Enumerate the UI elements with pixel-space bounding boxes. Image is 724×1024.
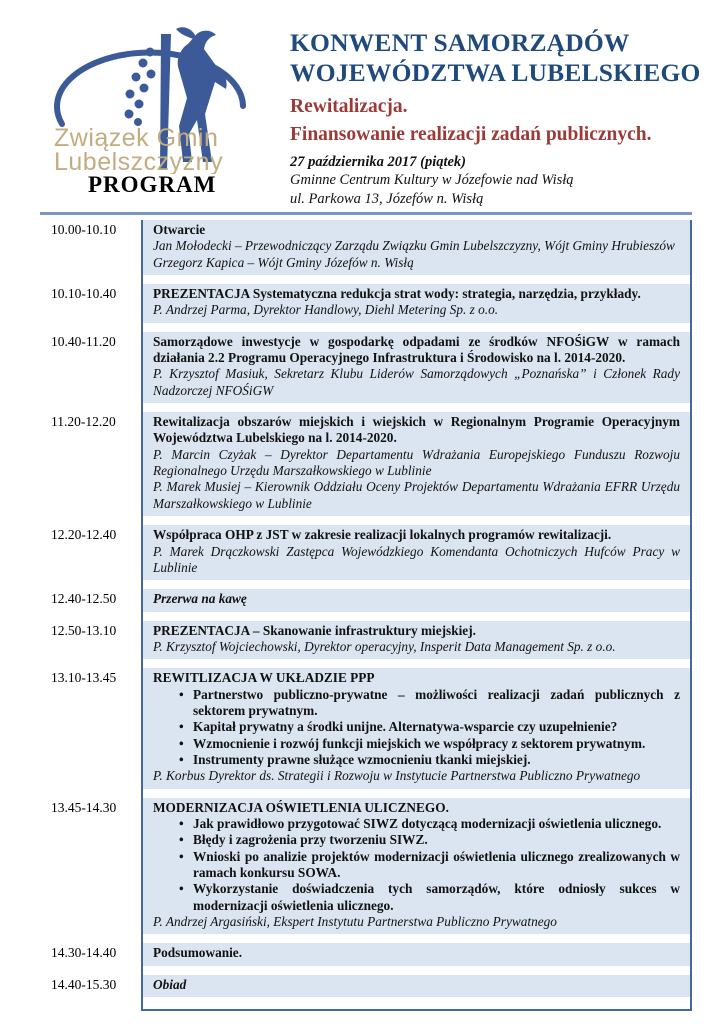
agenda-time: 14.30-14.40: [51, 945, 117, 961]
agenda-bullet: • Instrumenty prawne służące wzmocnieniu tkanki miejskiej.: [179, 752, 680, 768]
agenda-time-spacer: [40, 275, 141, 284]
agenda-content-spacer: [141, 997, 692, 1011]
agenda-speaker: P. Marcin Czyżak – Dyrektor Departamentu Wdrażania Europejskiego Funduszu Rozwoju Regionalnego Urzędu Marszałkowskiego w Lublinie: [153, 446, 680, 479]
agenda-table: [40, 212, 692, 1011]
agenda-time: 14.40-15.30: [51, 976, 117, 992]
event-subtitle-line2: Finansowanie realizacji zadań publicznych.: [290, 124, 652, 146]
agenda-content-spacer: [141, 275, 692, 284]
agenda-speakers: [153, 447, 680, 512]
agenda-bullets: [153, 687, 680, 769]
agenda-speaker: Jan Mołodecki – Przewodniczący Zarządu Związku Gmin Lubelszczyzny, Wójt Gminy Hrubieszów: [153, 238, 675, 254]
agenda-title: MODERNIZACJA OŚWIETLENIA ULICZNEGO.: [153, 799, 449, 815]
agenda-content-cell: [141, 332, 692, 403]
agenda-row-gap: [40, 323, 692, 332]
agenda-time-spacer: [40, 789, 141, 798]
agenda-bullet: • Jak prawidłowo przygotować SIWZ dotyczącą modernizacji oświetlenia ulicznego.: [179, 816, 680, 832]
agenda-time: 10.00-10.10: [51, 222, 117, 237]
agenda-speakers: [153, 366, 680, 399]
event-date: 27 października 2017 (piątek): [290, 154, 467, 171]
agenda-row-gap: [40, 580, 692, 589]
agenda-time-spacer: [40, 516, 141, 525]
agenda-speaker: P. Andrzej Argasiński, Ekspert Instytutu Partnerstwa Publiczno Prywatnego: [153, 914, 557, 930]
agenda-title: Współpraca OHP z JST w zakresie realizacji lokalnych programów rewitalizacji.: [153, 527, 612, 543]
agenda-content-cell: [141, 798, 692, 935]
agenda-speakers: [153, 302, 680, 318]
agenda-content-cell: [141, 412, 692, 516]
agenda-title: Przerwa na kawę: [153, 591, 247, 607]
agenda-time: 12.50-13.10: [51, 622, 117, 638]
agenda-row-gap: [40, 612, 692, 621]
agenda-row: [40, 525, 692, 580]
agenda-title: Rewitalizacja obszarów miejskich i wiejskich w Regionalnym Programie Operacyjnym Województwa Lubelskiego na l. 2014-2020.: [153, 414, 680, 446]
agenda-row: [40, 798, 692, 935]
agenda-bullet: • Wzmocnienie i rozwój funkcji miejskich we współpracy z sektorem prywatnym.: [179, 736, 680, 752]
agenda-content-cell: [141, 220, 692, 275]
agenda-row-gap: [40, 516, 692, 525]
agenda-time: 10.40-11.20: [51, 333, 116, 349]
agenda-title: PREZENTACJA Systematyczna redukcja strat wody: strategia, narzędzia, przykłady.: [153, 286, 641, 302]
agenda-content-cell: [141, 284, 692, 323]
agenda-time-spacer: [40, 934, 141, 943]
agenda-row: [40, 412, 692, 516]
agenda-speaker: P. Krzysztof Masiuk, Sekretarz Klubu Liderów Samorządowych „Poznańska” i Członek Rady Nadzorczej NFOŚiGW: [153, 366, 680, 398]
agenda-row-gap: [40, 275, 692, 284]
agenda-speakers: [153, 639, 680, 655]
agenda-content-spacer: [141, 403, 692, 412]
agenda-content-spacer: [141, 580, 692, 589]
agenda-content-cell: [141, 621, 692, 660]
agenda-time: 11.20-12.20: [51, 414, 116, 430]
goat-and-hops-logo-graphic: [46, 22, 258, 174]
agenda-time-spacer: [40, 580, 141, 589]
agenda-content-spacer: [141, 789, 692, 798]
agenda-content-spacer: [141, 934, 692, 943]
agenda-row-gap: [40, 403, 692, 412]
agenda-row-gap: [40, 966, 692, 975]
agenda-time-spacer: [40, 997, 141, 1011]
event-title-line2: WOJEWÓDZTWA LUBELSKIEGO: [290, 57, 701, 87]
agenda-speaker: P. Marek Musiej – Kierownik Oddziału Oceny Projektów Departamentu Wdrażania EFRR Urzędu Marszałkowskiego w Lublinie: [153, 479, 680, 511]
hop-berries-dots: [125, 48, 156, 127]
event-venue-line1: Gminne Centrum Kultury w Józefowie nad Wisłą: [290, 172, 574, 189]
agenda-content-cell: [141, 943, 692, 965]
agenda-row: [40, 220, 692, 275]
agenda-bullet: • Błędy i zagrożenia przy tworzeniu SIWZ.: [179, 832, 680, 848]
agenda-speaker: P. Andrzej Parma, Dyrektor Handlowy, Diehl Metering Sp. z o.o.: [153, 302, 499, 318]
agenda-speakers: [153, 238, 680, 271]
agenda-content-spacer: [141, 516, 692, 525]
agenda-speakers: [153, 768, 680, 784]
agenda-time: 13.10-13.45: [51, 670, 117, 686]
agenda-row: [40, 668, 692, 788]
association-logo: [46, 22, 258, 174]
agenda-title: REWITLIZACJA W UKŁADZIE PPP: [153, 670, 375, 686]
agenda-time-spacer: [40, 612, 141, 621]
agenda-content-cell: [141, 525, 692, 580]
agenda-content-cell: [141, 668, 692, 788]
agenda-time-spacer: [40, 403, 141, 412]
agenda-row: [40, 975, 692, 997]
agenda-content-spacer: [141, 966, 692, 975]
agenda-row: [40, 589, 692, 611]
agenda-title: Samorządowe inwestycje w gospodarkę odpadami ze środków NFOŚiGW w ramach działania 2.2 Programu Operacyjnego Infrastruktura i Środowisko na l. 2014-2020.: [153, 333, 680, 366]
agenda-row: [40, 284, 692, 323]
agenda-row-gap: [40, 659, 692, 668]
event-title-line1: KONWENT SAMORZĄDÓW: [290, 28, 630, 57]
agenda-row-gap: [40, 789, 692, 798]
agenda-content-spacer: [141, 659, 692, 668]
agenda-table-body: [40, 220, 692, 1011]
agenda-bullet: • Wnioski po analizie projektów modernizacji oświetlenia ulicznego zrealizowanych w ramach konkursu SOWA.: [179, 849, 680, 882]
agenda-row: [40, 943, 692, 965]
agenda-time: 12.20-12.40: [51, 527, 117, 543]
agenda-bullet: • Kapitał prywatny a środki unijne. Alternatywa-wsparcie czy uzupełnienie?: [179, 719, 680, 735]
agenda-title: Obiad: [153, 976, 187, 992]
header: [290, 28, 704, 208]
agenda-time: 12.40-12.50: [51, 591, 117, 607]
agenda-content-cell: [141, 589, 692, 611]
agenda-speakers: [153, 544, 680, 577]
agenda-row: [40, 621, 692, 660]
agenda-bullets: [153, 816, 680, 914]
logo-text-line2: Lubelszczyzny: [54, 148, 224, 174]
agenda-time-spacer: [40, 323, 141, 332]
agenda-time-spacer: [40, 966, 141, 975]
agenda-bullet: • Wykorzystanie doświadczenia tych samorządów, które odniosły sukces w modernizacji oświetlenia ulicznego.: [179, 881, 680, 914]
event-subtitle-line1: Rewitalizacja.: [290, 95, 408, 117]
agenda-title: PREZENTACJA – Skanowanie infrastruktury miejskiej.: [153, 622, 476, 638]
agenda-time: 10.10-10.40: [51, 286, 117, 302]
event-venue-line2: ul. Parkowa 13, Józefów n. Wisłą: [290, 190, 484, 207]
logo-text-line1: Związek Gmin: [54, 124, 219, 152]
agenda-time: 13.45-14.30: [51, 799, 117, 815]
program-heading: PROGRAM: [88, 172, 217, 197]
agenda-time-spacer: [40, 659, 141, 668]
logo-arc: [57, 53, 243, 124]
agenda-speaker: P. Marek Drączkowski Zastępca Wojewódzkiego Komendanta Ochotniczych Hufców Pracy w Lublinie: [153, 543, 680, 575]
agenda-speaker: P. Korbus Dyrektor ds. Strategii i Rozwoju w Instytucie Partnerstwa Publiczno Prywatnego: [153, 768, 641, 784]
agenda-bullet: • Partnerstwo publiczno-prywatne – możliwości realizacji zadań publicznych z sektorem prywatnym.: [179, 687, 680, 720]
agenda-title: Otwarcie: [153, 222, 206, 237]
agenda-content-cell: [141, 975, 692, 997]
agenda-row-gap: [40, 934, 692, 943]
agenda-row-footer: [40, 997, 692, 1011]
agenda-speaker: Grzegorz Kapica – Wójt Gminy Józefów n. Wisłą: [153, 254, 414, 270]
agenda-content-spacer: [141, 612, 692, 621]
agenda-content-spacer: [141, 323, 692, 332]
agenda-title: Podsumowanie.: [153, 945, 243, 961]
agenda-speakers: [153, 914, 680, 930]
agenda-row: [40, 332, 692, 403]
agenda-speaker: P. Krzysztof Wojciechowski, Dyrektor operacyjny, Insperit Data Management Sp. z o.o.: [153, 638, 616, 654]
